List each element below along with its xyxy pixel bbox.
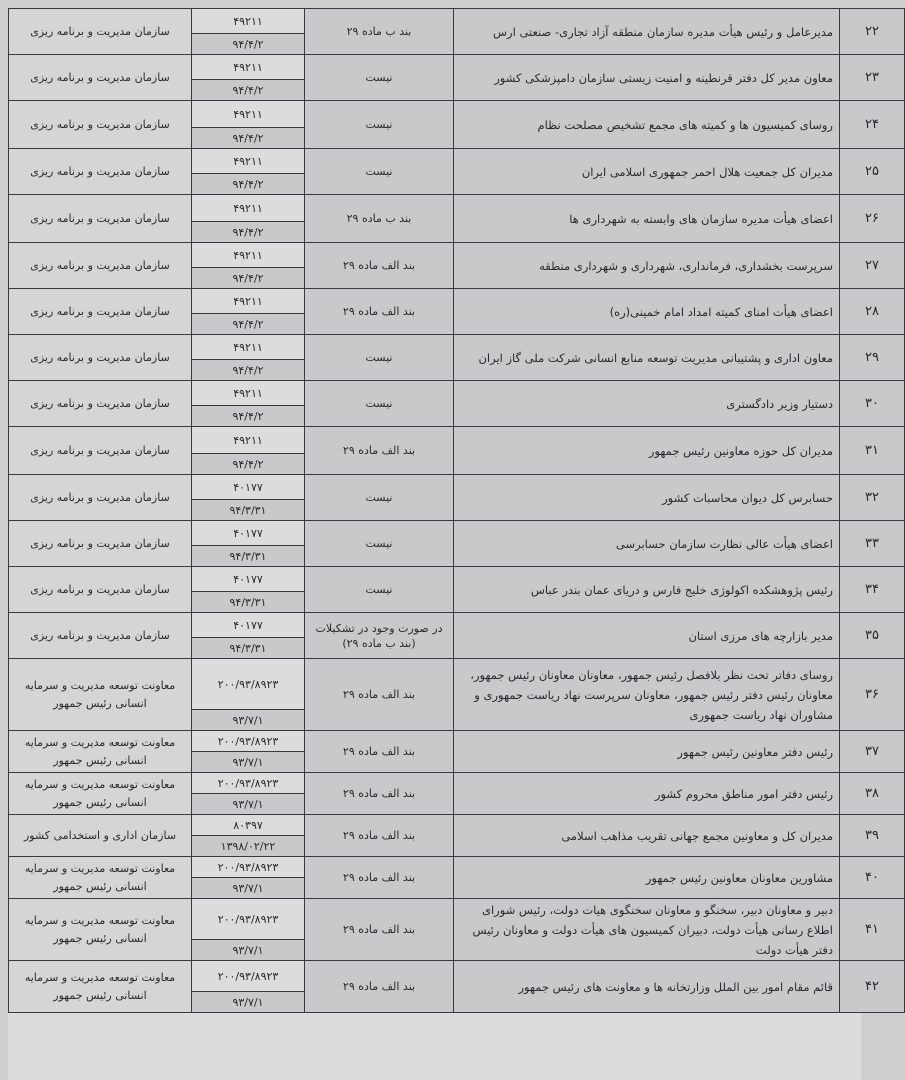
legal-clause: بند ب ماده ۲۹ [305,9,454,55]
letter-date: ۹۴/۴/۲ [192,268,305,289]
issuing-organization: سازمان مدیریت و برنامه ریزی [9,289,192,335]
legal-clause: بند الف ماده ۲۹ [305,815,454,857]
legal-clause: بند الف ماده ۲۹ [305,731,454,773]
row-number: ۲۴ [840,101,905,149]
letter-date: ۹۳/۷/۱ [192,940,305,961]
letter-number: ۴۹۲۱۱ [192,149,305,174]
position-title: رئیس پژوهشکده اکولوژی خلیج فارس و دریای عمان بندر عباس [454,567,840,613]
row-number: ۴۲ [840,961,905,1013]
letter-date: ۹۴/۳/۳۱ [192,592,305,613]
letter-number: ۴۰۱۷۷ [192,521,305,546]
legal-clause: نیست [305,567,454,613]
letter-date: ۹۳/۷/۱ [192,752,305,773]
letter-number: ۲۰۰/۹۳/۸۹۲۳ [192,899,305,940]
letter-number: ۴۹۲۱۱ [192,101,305,128]
letter-number: ۴۹۲۱۱ [192,289,305,314]
legal-clause: در صورت وجود در تشکیلات (بند ب ماده ۲۹) [305,613,454,659]
issuing-organization: سازمان مدیریت و برنامه ریزی [9,101,192,149]
position-title: دبیر و معاونان دبیر، سخنگو و معاونان سخنگوی هیات دولت، رئیس شورای اطلاع رسانی هیأت دولت، دبیران کمیسیون های هیأت دولت و معاونان رئیس دفتر هیأت دولت [454,899,840,961]
row-number: ۳۵ [840,613,905,659]
position-title: مدیران کل حوزه معاونین رئیس جمهور [454,427,840,475]
letter-number: ۸۰۳۹۷ [192,815,305,836]
letter-date: ۱۳۹۸/۰۲/۲۲ [192,836,305,857]
table-row [9,475,905,500]
legal-clause: نیست [305,381,454,427]
legal-clause: بند الف ماده ۲۹ [305,659,454,731]
letter-date: ۹۴/۴/۲ [192,406,305,427]
letter-date: ۹۴/۴/۲ [192,174,305,195]
issuing-organization: سازمان مدیریت و برنامه ریزی [9,243,192,289]
table-row [9,815,905,836]
position-title: دستیار وزیر دادگستری [454,381,840,427]
row-number: ۳۱ [840,427,905,475]
legal-clause: بند ب ماده ۲۹ [305,195,454,243]
position-title: سرپرست بخشداری، فرمانداری، شهرداری و شهرداری منطقه [454,243,840,289]
position-title: اعضای هیأت امنای کمیته امداد امام خمینی(ره) [454,289,840,335]
table-row [9,961,905,992]
legal-clause: بند الف ماده ۲۹ [305,427,454,475]
row-number: ۳۲ [840,475,905,521]
legal-clause: نیست [305,55,454,101]
letter-number: ۴۹۲۱۱ [192,427,305,454]
table-row [9,101,905,128]
table-body [9,9,905,1013]
letter-date: ۹۴/۴/۲ [192,80,305,101]
position-title: رئیس دفتر امور مناطق محروم کشور [454,773,840,815]
position-title: اعضای هیأت عالی نظارت سازمان حسابرسی [454,521,840,567]
position-title: اعضای هیأت مدیره سازمان های وابسته به شهرداری ها [454,195,840,243]
letter-date: ۹۴/۳/۳۱ [192,500,305,521]
row-number: ۳۷ [840,731,905,773]
legal-clause: بند الف ماده ۲۹ [305,773,454,815]
regulations-table [8,8,905,1013]
letter-number: ۲۰۰/۹۳/۸۹۲۳ [192,731,305,752]
letter-date: ۹۳/۷/۱ [192,878,305,899]
position-title: مشاورین معاونان معاونین رئیس جمهور [454,857,840,899]
issuing-organization: سازمان اداری و استخدامی کشور [9,815,192,857]
table-row [9,55,905,80]
row-number: ۴۰ [840,857,905,899]
row-number: ۳۰ [840,381,905,427]
table-row [9,857,905,878]
table-row [9,289,905,314]
row-number: ۲۵ [840,149,905,195]
row-number: ۳۹ [840,815,905,857]
table-row [9,335,905,360]
legal-clause: نیست [305,475,454,521]
legal-clause: بند الف ماده ۲۹ [305,899,454,961]
letter-number: ۴۹۲۱۱ [192,195,305,222]
table-row [9,195,905,222]
letter-number: ۴۰۱۷۷ [192,613,305,638]
issuing-organization: سازمان مدیریت و برنامه ریزی [9,475,192,521]
letter-date: ۹۴/۴/۲ [192,360,305,381]
position-title: مدیرعامل و رئیس هیأت مدیره سازمان منطقه آزاد تجاری- صنعتی ارس [454,9,840,55]
letter-date: ۹۴/۴/۲ [192,222,305,243]
letter-number: ۴۰۱۷۷ [192,475,305,500]
position-title: قائم مقام امور بین الملل وزارتخانه ها و معاونت های رئیس جمهور [454,961,840,1013]
letter-number: ۲۰۰/۹۳/۸۹۲۳ [192,773,305,794]
position-title: مدیر بازارچه های مرزی استان [454,613,840,659]
letter-number: ۴۰۱۷۷ [192,567,305,592]
issuing-organization: سازمان مدیریت و برنامه ریزی [9,9,192,55]
issuing-organization: معاونت توسعه مدیریت و سرمایه انسانی رئیس جمهور [9,731,192,773]
row-number: ۳۶ [840,659,905,731]
row-number: ۲۲ [840,9,905,55]
issuing-organization: معاونت توسعه مدیریت و سرمایه انسانی رئیس جمهور [9,659,192,731]
table-row [9,243,905,268]
legal-clause: بند الف ماده ۲۹ [305,857,454,899]
legal-clause: بند الف ماده ۲۹ [305,961,454,1013]
table-row [9,773,905,794]
letter-date: ۹۴/۴/۲ [192,454,305,475]
table-row [9,427,905,454]
row-number: ۳۳ [840,521,905,567]
letter-date: ۹۴/۴/۲ [192,314,305,335]
table-row [9,567,905,592]
row-number: ۲۳ [840,55,905,101]
issuing-organization: سازمان مدیریت و برنامه ریزی [9,427,192,475]
position-title: روسای دفاتر تحت نظر بلافصل رئیس جمهور، معاونان معاونان رئیس جمهور، معاونان رئیس دفتر رئیس جمهور، معاونان سرپرست نهاد ریاست جمهوری و مشاوران نهاد ریاست جمهوری [454,659,840,731]
letter-number: ۲۰۰/۹۳/۸۹۲۳ [192,659,305,710]
position-title: معاون اداری و پشتیبانی مدیریت توسعه منابع انسانی شرکت ملی گاز ایران [454,335,840,381]
issuing-organization: معاونت توسعه مدیریت و سرمایه انسانی رئیس جمهور [9,961,192,1013]
issuing-organization: معاونت توسعه مدیریت و سرمایه انسانی رئیس جمهور [9,773,192,815]
position-title: روسای کمیسیون ها و کمیته های مجمع تشخیص مصلحت نظام [454,101,840,149]
issuing-organization: سازمان مدیریت و برنامه ریزی [9,335,192,381]
letter-number: ۲۰۰/۹۳/۸۹۲۳ [192,961,305,992]
position-title: رئیس دفتر معاونین رئیس جمهور [454,731,840,773]
letter-date: ۹۴/۳/۳۱ [192,546,305,567]
letter-date: ۹۳/۷/۱ [192,794,305,815]
table-row [9,899,905,940]
row-number: ۲۸ [840,289,905,335]
row-number: ۳۴ [840,567,905,613]
issuing-organization: سازمان مدیریت و برنامه ریزی [9,55,192,101]
letter-date: ۹۴/۳/۳۱ [192,638,305,659]
letter-date: ۹۴/۴/۲ [192,128,305,149]
row-number: ۲۶ [840,195,905,243]
position-title: معاون مدیر کل دفتر قرنطینه و امنیت زیستی سازمان دامپزشکی کشور [454,55,840,101]
letter-date: ۹۳/۷/۱ [192,710,305,731]
table-row [9,9,905,34]
letter-number: ۴۹۲۱۱ [192,243,305,268]
table-row [9,659,905,710]
legal-clause: نیست [305,149,454,195]
position-title: مدیران کل جمعیت هلال احمر جمهوری اسلامی ایران [454,149,840,195]
table-row [9,521,905,546]
row-number: ۲۷ [840,243,905,289]
issuing-organization: معاونت توسعه مدیریت و سرمایه انسانی رئیس جمهور [9,857,192,899]
issuing-organization: سازمان مدیریت و برنامه ریزی [9,381,192,427]
legal-clause: بند الف ماده ۲۹ [305,289,454,335]
issuing-organization: سازمان مدیریت و برنامه ریزی [9,195,192,243]
table-row [9,613,905,638]
issuing-organization: سازمان مدیریت و برنامه ریزی [9,613,192,659]
letter-number: ۴۹۲۱۱ [192,9,305,34]
issuing-organization: معاونت توسعه مدیریت و سرمایه انسانی رئیس جمهور [9,899,192,961]
issuing-organization: سازمان مدیریت و برنامه ریزی [9,521,192,567]
letter-date: ۹۴/۴/۲ [192,34,305,55]
letter-number: ۴۹۲۱۱ [192,381,305,406]
table-row [9,381,905,406]
letter-number: ۴۹۲۱۱ [192,335,305,360]
row-number: ۳۸ [840,773,905,815]
letter-number: ۴۹۲۱۱ [192,55,305,80]
table-row [9,731,905,752]
position-title: حسابرس کل دیوان محاسبات کشور [454,475,840,521]
issuing-organization: سازمان مدیریت و برنامه ریزی [9,149,192,195]
issuing-organization: سازمان مدیریت و برنامه ریزی [9,567,192,613]
position-title: مدیران کل و معاونین مجمع جهانی تقریب مذاهب اسلامی [454,815,840,857]
row-number: ۴۱ [840,899,905,961]
legal-clause: نیست [305,521,454,567]
letter-date: ۹۳/۷/۱ [192,992,305,1013]
table-row [9,149,905,174]
legal-clause: بند الف ماده ۲۹ [305,243,454,289]
legal-clause: نیست [305,335,454,381]
row-number: ۲۹ [840,335,905,381]
letter-number: ۲۰۰/۹۳/۸۹۲۳ [192,857,305,878]
legal-clause: نیست [305,101,454,149]
